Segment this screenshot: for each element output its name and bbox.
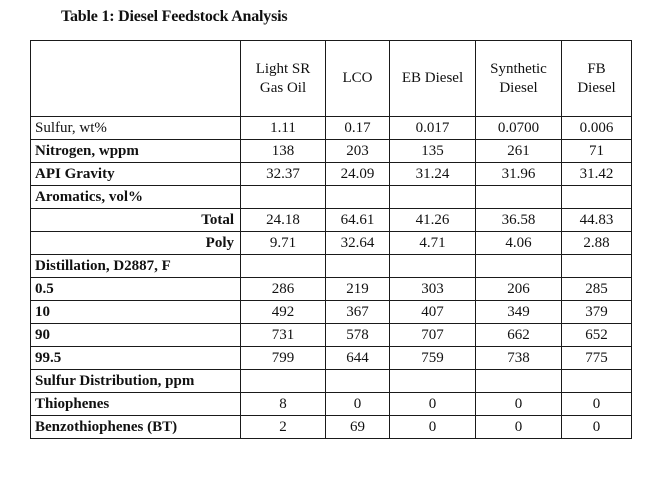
table-row (31, 209, 632, 232)
table-cell: 303 (390, 278, 476, 301)
table-row (31, 393, 632, 416)
table-row (31, 301, 632, 324)
table-row (31, 278, 632, 301)
table-cell (241, 255, 326, 278)
table-row (31, 163, 632, 186)
table-cell: 0 (390, 416, 476, 439)
column-header: LCO (326, 41, 390, 117)
column-header: EB Diesel (390, 41, 476, 117)
row-label: 0.5 (31, 278, 241, 301)
table-cell: 578 (326, 324, 390, 347)
table-caption: Table 1: Diesel Feedstock Analysis (61, 8, 288, 25)
table-cell: 492 (241, 301, 326, 324)
table-cell: 31.96 (476, 163, 562, 186)
table-cell: 32.37 (241, 163, 326, 186)
table-cell: 775 (562, 347, 632, 370)
table-cell: 4.71 (390, 232, 476, 255)
header-blank-cell (31, 41, 241, 117)
table-cell: 64.61 (326, 209, 390, 232)
table-cell (476, 370, 562, 393)
table-cell: 2.88 (562, 232, 632, 255)
table-cell: 285 (562, 278, 632, 301)
table-cell: 0 (476, 393, 562, 416)
table-cell: 219 (326, 278, 390, 301)
table-cell: 24.09 (326, 163, 390, 186)
table-cell (390, 186, 476, 209)
table-row (31, 186, 632, 209)
row-label: Total (31, 209, 241, 232)
table-cell (326, 370, 390, 393)
table-cell (476, 186, 562, 209)
column-header: FB Diesel (562, 41, 632, 117)
table-cell: 738 (476, 347, 562, 370)
header-row (31, 41, 632, 117)
table-row (31, 232, 632, 255)
table-cell: 31.24 (390, 163, 476, 186)
table-cell: 0.17 (326, 117, 390, 140)
table-cell: 0 (562, 393, 632, 416)
table-cell: 71 (562, 140, 632, 163)
table-row (31, 117, 632, 140)
table-cell: 644 (326, 347, 390, 370)
table-row (31, 370, 632, 393)
column-header: Light SR Gas Oil (241, 41, 326, 117)
table-cell: 0 (562, 416, 632, 439)
table-cell (562, 370, 632, 393)
table-cell: 0 (476, 416, 562, 439)
table-cell (476, 255, 562, 278)
table-cell: 0.017 (390, 117, 476, 140)
table-row (31, 255, 632, 278)
table-cell (390, 370, 476, 393)
row-label: Poly (31, 232, 241, 255)
table-cell: 0.006 (562, 117, 632, 140)
table-cell: 2 (241, 416, 326, 439)
table-cell: 206 (476, 278, 562, 301)
feedstock-table (30, 40, 632, 439)
table-cell: 8 (241, 393, 326, 416)
row-label: 10 (31, 301, 241, 324)
table-cell: 44.83 (562, 209, 632, 232)
row-label: API Gravity (31, 163, 241, 186)
table-cell (241, 370, 326, 393)
table-cell: 138 (241, 140, 326, 163)
table-cell: 652 (562, 324, 632, 347)
table-cell: 69 (326, 416, 390, 439)
table-cell: 0.0700 (476, 117, 562, 140)
table-row (31, 416, 632, 439)
table-cell: 4.06 (476, 232, 562, 255)
row-label: Thiophenes (31, 393, 241, 416)
row-label: Nitrogen, wppm (31, 140, 241, 163)
table-cell: 367 (326, 301, 390, 324)
table-row (31, 324, 632, 347)
row-label: Sulfur, wt% (31, 117, 241, 140)
table-cell: 731 (241, 324, 326, 347)
table-cell: 32.64 (326, 232, 390, 255)
table-cell: 349 (476, 301, 562, 324)
table-cell: 41.26 (390, 209, 476, 232)
table-cell: 759 (390, 347, 476, 370)
table-cell (326, 255, 390, 278)
table-cell (390, 255, 476, 278)
table-cell: 407 (390, 301, 476, 324)
table-row (31, 140, 632, 163)
table-cell: 662 (476, 324, 562, 347)
row-label: 99.5 (31, 347, 241, 370)
row-label: Sulfur Distribution, ppm (31, 370, 241, 393)
table-cell: 9.71 (241, 232, 326, 255)
table-cell: 379 (562, 301, 632, 324)
table-cell (562, 255, 632, 278)
row-label: Benzothiophenes (BT) (31, 416, 241, 439)
row-label: Distillation, D2887, F (31, 255, 241, 278)
table-cell (326, 186, 390, 209)
table-row (31, 347, 632, 370)
table-cell: 31.42 (562, 163, 632, 186)
table-cell: 135 (390, 140, 476, 163)
table-cell: 799 (241, 347, 326, 370)
table-cell: 286 (241, 278, 326, 301)
table-cell (241, 186, 326, 209)
table-cell: 36.58 (476, 209, 562, 232)
row-label: Aromatics, vol% (31, 186, 241, 209)
table-cell: 1.11 (241, 117, 326, 140)
column-header: Synthetic Diesel (476, 41, 562, 117)
table-cell: 261 (476, 140, 562, 163)
table-cell: 24.18 (241, 209, 326, 232)
table-cell: 0 (390, 393, 476, 416)
row-label: 90 (31, 324, 241, 347)
table-cell: 203 (326, 140, 390, 163)
table-cell: 0 (326, 393, 390, 416)
table-cell (562, 186, 632, 209)
table-cell: 707 (390, 324, 476, 347)
